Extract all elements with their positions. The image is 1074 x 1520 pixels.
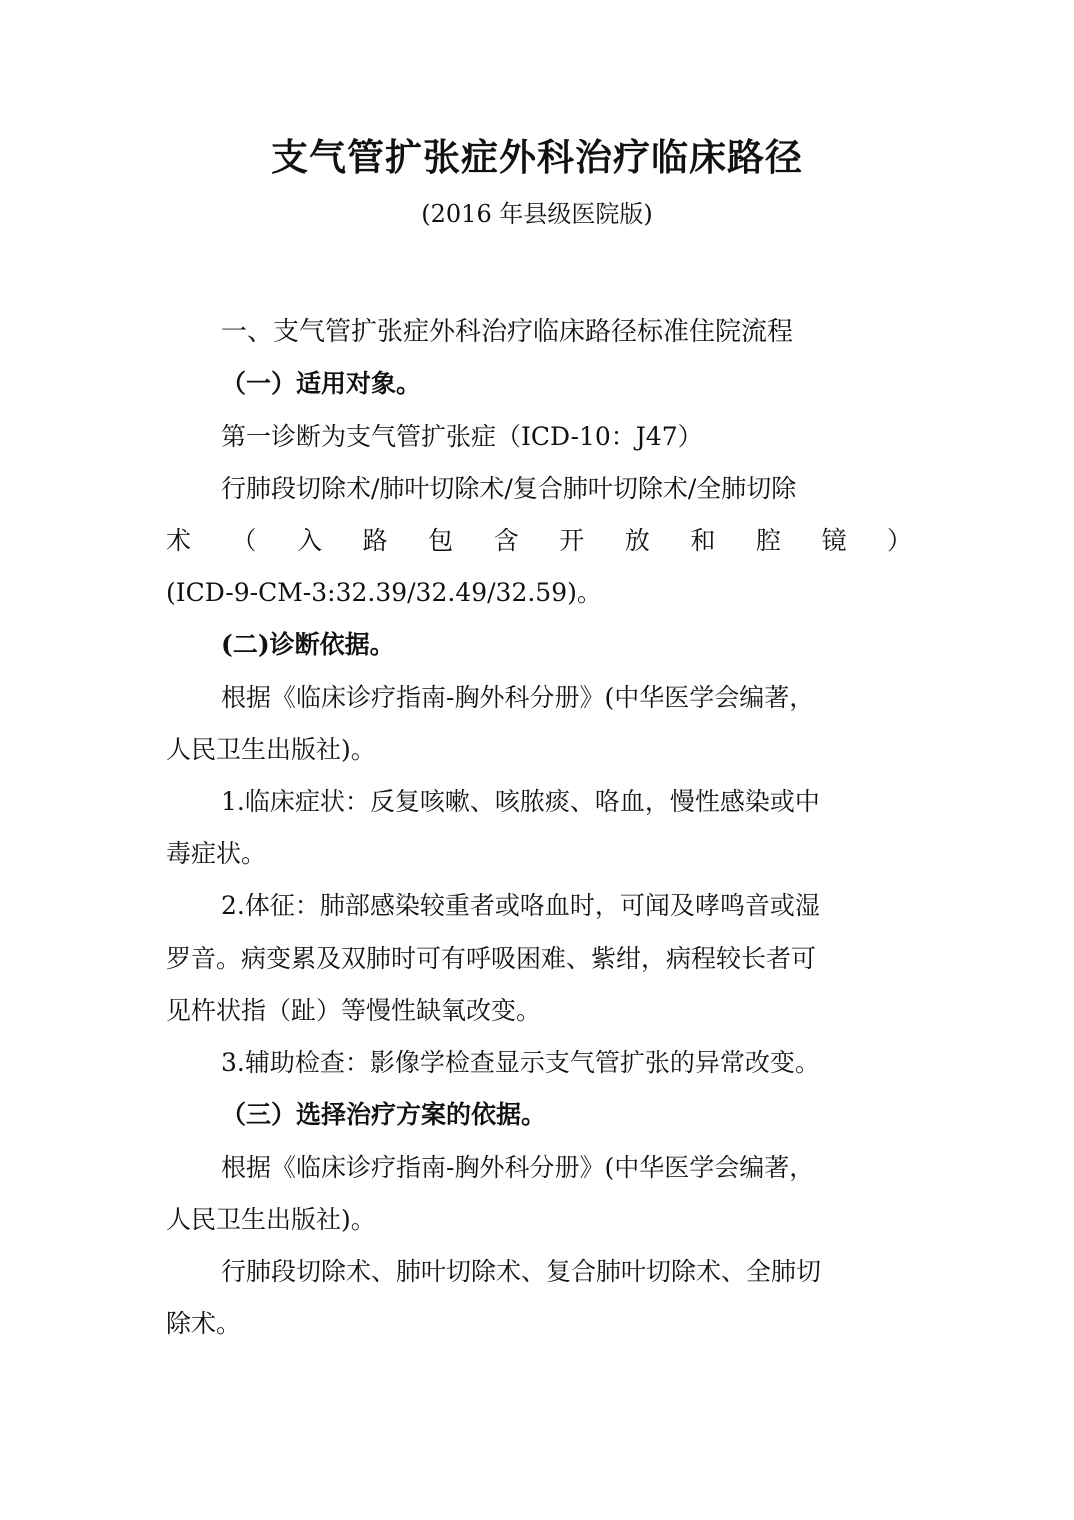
- section-heading: 一、支气管扩张症外科治疗临床路径标准住院流程: [221, 317, 794, 347]
- subsection-heading-treatment: （三）选择治疗方案的依据。: [221, 1100, 547, 1129]
- paragraph-line: 除术。: [166, 1309, 242, 1338]
- paragraph-line: 3.辅助检查：影像学检查显示支气管扩张的异常改变。: [221, 1048, 820, 1077]
- paragraph-line: 1.临床症状：反复咳嗽、咳脓痰、咯血，慢性感染或中: [221, 787, 820, 816]
- subsection-heading-diagnosis: (二)诊断依据。: [221, 630, 395, 659]
- paragraph-line: 人民卫生出版社)。: [166, 735, 376, 764]
- paragraph-line: 见杵状指（趾）等慢性缺氧改变。: [166, 996, 542, 1025]
- paragraph-line: 行肺段切除术、肺叶切除术、复合肺叶切除术、全肺切: [221, 1257, 822, 1286]
- paragraph-line: 术（入路包含开放和腔镜）: [166, 526, 912, 555]
- paragraph-line: 根据《临床诊疗指南-胸外科分册》(中华医学会编著，: [221, 683, 815, 712]
- paragraph-line: 根据《临床诊疗指南-胸外科分册》(中华医学会编著，: [221, 1153, 815, 1182]
- paragraph-line: 罗音。病变累及双肺时可有呼吸困难、紫绀，病程较长者可: [166, 944, 817, 973]
- paragraph-line: 毒症状。: [166, 839, 267, 868]
- paragraph-line: 人民卫生出版社)。: [166, 1205, 376, 1234]
- document-title: 支气管扩张症外科治疗临床路径: [271, 136, 803, 179]
- paragraph-line: (ICD-9-CM-3:32.39/32.49/32.59)。: [166, 578, 602, 607]
- subsection-heading-applicable: （一）适用对象。: [221, 369, 422, 398]
- document-subtitle: (2016 年县级医院版): [421, 200, 653, 228]
- paragraph-line: 行肺段切除术/肺叶切除术/复合肺叶切除术/全肺切除: [221, 474, 797, 503]
- paragraph-line: 2.体征：肺部感染较重者或咯血时，可闻及哮鸣音或湿: [221, 891, 820, 920]
- paragraph-line: 第一诊断为支气管扩张症（ICD-10：J47）: [221, 422, 703, 451]
